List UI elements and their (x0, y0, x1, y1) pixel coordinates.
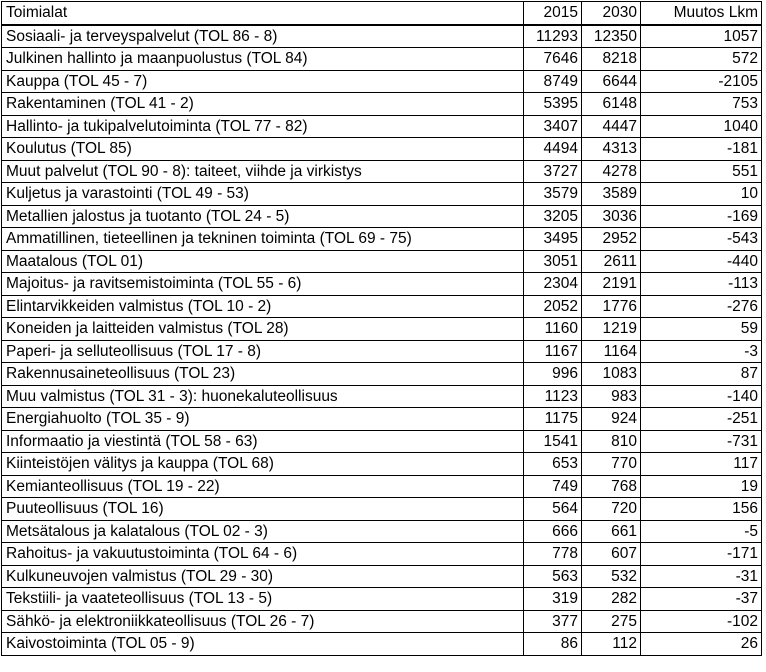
table-row (2, 295, 762, 318)
cell-industry: Kaivostoiminta (TOL 05 - 9) (2, 633, 524, 656)
cell-change: -731 (641, 430, 762, 453)
cell-change: -171 (641, 543, 762, 566)
cell-industry: Muut palvelut (TOL 90 - 8): taiteet, viihde ja virkistys (2, 160, 524, 183)
table-row (2, 498, 762, 521)
cell-change: -181 (641, 138, 762, 161)
header-2030: 2030 (582, 2, 641, 25)
table-row (2, 318, 762, 341)
cell-change: -5 (641, 520, 762, 543)
cell-2015: 319 (524, 588, 582, 611)
cell-2030: 3036 (582, 205, 641, 228)
cell-industry: Sähkö- ja elektroniikkateollisuus (TOL 26 - 7) (2, 610, 524, 633)
cell-2030: 2611 (582, 250, 641, 273)
header-2015: 2015 (524, 2, 582, 25)
cell-change: -169 (641, 205, 762, 228)
cell-industry: Kulkuneuvojen valmistus (TOL 29 - 30) (2, 565, 524, 588)
cell-2015: 4494 (524, 138, 582, 161)
cell-change: 19 (641, 475, 762, 498)
cell-2015: 2304 (524, 273, 582, 296)
cell-change: -543 (641, 228, 762, 251)
cell-2030: 770 (582, 453, 641, 476)
cell-change: -113 (641, 273, 762, 296)
cell-2015: 7646 (524, 48, 582, 71)
cell-2015: 564 (524, 498, 582, 521)
cell-industry: Ammatillinen, tieteellinen ja tekninen toiminta (TOL 69 - 75) (2, 228, 524, 251)
cell-industry: Informaatio ja viestintä (TOL 58 - 63) (2, 430, 524, 453)
cell-2015: 3407 (524, 115, 582, 138)
table-row (2, 340, 762, 363)
cell-2015: 1167 (524, 340, 582, 363)
table-row (2, 183, 762, 206)
cell-2015: 3495 (524, 228, 582, 251)
cell-change: -140 (641, 385, 762, 408)
cell-industry: Puuteollisuus (TOL 16) (2, 498, 524, 521)
cell-2030: 8218 (582, 48, 641, 71)
cell-2015: 996 (524, 363, 582, 386)
table-row (2, 115, 762, 138)
table-row (2, 565, 762, 588)
cell-2015: 653 (524, 453, 582, 476)
header-change: Muutos Lkm (641, 2, 762, 25)
table-row (2, 138, 762, 161)
table-row (2, 48, 762, 71)
cell-2030: 2952 (582, 228, 641, 251)
table-row (2, 228, 762, 251)
cell-2015: 1160 (524, 318, 582, 341)
cell-2030: 1219 (582, 318, 641, 341)
cell-2015: 5395 (524, 93, 582, 116)
cell-change: -3 (641, 340, 762, 363)
cell-2015: 3579 (524, 183, 582, 206)
cell-2030: 1083 (582, 363, 641, 386)
cell-industry: Metsätalous ja kalatalous (TOL 02 - 3) (2, 520, 524, 543)
cell-industry: Kuljetus ja varastointi (TOL 49 - 53) (2, 183, 524, 206)
cell-industry: Elintarvikkeiden valmistus (TOL 10 - 2) (2, 295, 524, 318)
cell-industry: Sosiaali- ja terveyspalvelut (TOL 86 - 8) (2, 25, 524, 48)
cell-industry: Julkinen hallinto ja maanpuolustus (TOL 84) (2, 48, 524, 71)
cell-2030: 4278 (582, 160, 641, 183)
cell-2015: 2052 (524, 295, 582, 318)
cell-2015: 666 (524, 520, 582, 543)
cell-industry: Majoitus- ja ravitsemistoiminta (TOL 55 - 6) (2, 273, 524, 296)
cell-industry: Energiahuolto (TOL 35 - 9) (2, 408, 524, 431)
cell-industry: Metallien jalostus ja tuotanto (TOL 24 - 5) (2, 205, 524, 228)
cell-change: 753 (641, 93, 762, 116)
cell-2030: 12350 (582, 25, 641, 48)
cell-2030: 275 (582, 610, 641, 633)
cell-industry: Kauppa (TOL 45 - 7) (2, 70, 524, 93)
cell-industry: Rakennusaineteollisuus (TOL 23) (2, 363, 524, 386)
table-row (2, 610, 762, 633)
cell-change: 10 (641, 183, 762, 206)
table-row (2, 408, 762, 431)
table-row (2, 93, 762, 116)
cell-2015: 377 (524, 610, 582, 633)
table-row (2, 25, 762, 48)
cell-2015: 1123 (524, 385, 582, 408)
cell-2030: 720 (582, 498, 641, 521)
cell-change: 87 (641, 363, 762, 386)
cell-2030: 810 (582, 430, 641, 453)
cell-2030: 768 (582, 475, 641, 498)
header-industry: Toimialat (2, 2, 524, 25)
cell-change: 26 (641, 633, 762, 656)
cell-2015: 1541 (524, 430, 582, 453)
cell-industry: Rahoitus- ja vakuutustoiminta (TOL 64 - 6) (2, 543, 524, 566)
cell-change: 117 (641, 453, 762, 476)
cell-change: 1057 (641, 25, 762, 48)
cell-2015: 86 (524, 633, 582, 656)
table-row (2, 160, 762, 183)
cell-change: -276 (641, 295, 762, 318)
cell-change: -251 (641, 408, 762, 431)
cell-2030: 4447 (582, 115, 641, 138)
cell-2015: 3727 (524, 160, 582, 183)
cell-2015: 8749 (524, 70, 582, 93)
cell-2015: 11293 (524, 25, 582, 48)
cell-2030: 532 (582, 565, 641, 588)
cell-industry: Rakentaminen (TOL 41 - 2) (2, 93, 524, 116)
cell-2015: 3051 (524, 250, 582, 273)
cell-industry: Koneiden ja laitteiden valmistus (TOL 28) (2, 318, 524, 341)
cell-2030: 607 (582, 543, 641, 566)
cell-industry: Paperi- ja selluteollisuus (TOL 17 - 8) (2, 340, 524, 363)
table-body (2, 2, 762, 656)
table-row (2, 633, 762, 656)
table-row (2, 250, 762, 273)
cell-2015: 778 (524, 543, 582, 566)
cell-2030: 2191 (582, 273, 641, 296)
cell-change: -102 (641, 610, 762, 633)
table-row (2, 588, 762, 611)
cell-industry: Muu valmistus (TOL 31 - 3): huonekaluteollisuus (2, 385, 524, 408)
table-row (2, 520, 762, 543)
cell-change: -37 (641, 588, 762, 611)
table-row (2, 205, 762, 228)
table-row (2, 430, 762, 453)
table-row (2, 543, 762, 566)
cell-2030: 282 (582, 588, 641, 611)
cell-2015: 749 (524, 475, 582, 498)
cell-industry: Hallinto- ja tukipalvelutoiminta (TOL 77 - 82) (2, 115, 524, 138)
cell-2030: 983 (582, 385, 641, 408)
table-header-row (2, 2, 762, 25)
cell-2030: 6148 (582, 93, 641, 116)
cell-industry: Tekstiili- ja vaateteollisuus (TOL 13 - 5) (2, 588, 524, 611)
cell-change: 1040 (641, 115, 762, 138)
cell-change: 59 (641, 318, 762, 341)
cell-change: -2105 (641, 70, 762, 93)
cell-industry: Kiinteistöjen välitys ja kauppa (TOL 68) (2, 453, 524, 476)
cell-industry: Koulutus (TOL 85) (2, 138, 524, 161)
cell-change: -440 (641, 250, 762, 273)
table-row (2, 385, 762, 408)
cell-change: -31 (641, 565, 762, 588)
table-row (2, 363, 762, 386)
cell-industry: Kemianteollisuus (TOL 19 - 22) (2, 475, 524, 498)
industry-table (1, 1, 762, 656)
cell-2030: 4313 (582, 138, 641, 161)
cell-2030: 1164 (582, 340, 641, 363)
cell-change: 551 (641, 160, 762, 183)
cell-change: 572 (641, 48, 762, 71)
cell-change: 156 (641, 498, 762, 521)
table-row (2, 453, 762, 476)
cell-2030: 661 (582, 520, 641, 543)
cell-2015: 563 (524, 565, 582, 588)
cell-2015: 1175 (524, 408, 582, 431)
table-row (2, 475, 762, 498)
cell-2030: 1776 (582, 295, 641, 318)
cell-2030: 3589 (582, 183, 641, 206)
cell-2030: 924 (582, 408, 641, 431)
cell-2030: 112 (582, 633, 641, 656)
table-row (2, 273, 762, 296)
cell-2030: 6644 (582, 70, 641, 93)
table-row (2, 70, 762, 93)
cell-industry: Maatalous (TOL 01) (2, 250, 524, 273)
cell-2015: 3205 (524, 205, 582, 228)
